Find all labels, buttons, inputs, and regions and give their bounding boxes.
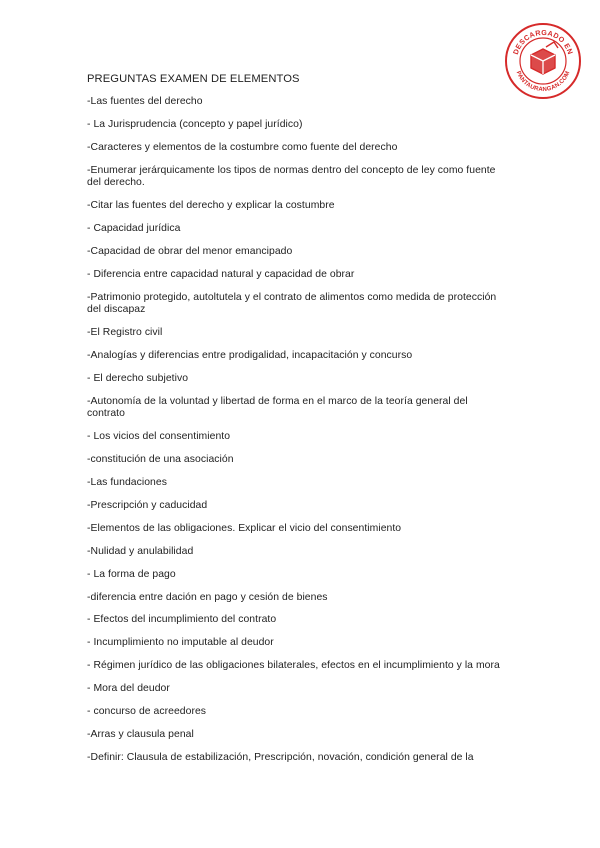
question-item: - La Jurisprudencia (concepto y papel jurídico) <box>87 118 303 130</box>
question-item: - Diferencia entre capacidad natural y capacidad de obrar <box>87 268 355 280</box>
question-item: -Nulidad y anulabilidad <box>87 545 194 557</box>
question-item: -Citar las fuentes del derecho y explicar la costumbre <box>87 200 335 212</box>
question-item: -Prescripción y caducidad <box>87 500 208 512</box>
question-item: -Las fuentes del derecho <box>87 96 203 107</box>
download-stamp-logo <box>504 22 582 100</box>
question-list <box>87 96 507 764</box>
question-item: - Efectos del incumplimiento del contrato <box>87 614 277 626</box>
question-item: -Patrimonio protegido, autoltutela y el contrato de alimentos como medida de protección del discapaz <box>87 291 497 316</box>
document-title: PREGUNTAS EXAMEN DE ELEMENTOS <box>87 73 300 85</box>
question-item: -Capacidad de obrar del menor emancipado <box>87 245 293 257</box>
cube-icon <box>531 42 558 74</box>
question-item: - La forma de pago <box>87 568 176 580</box>
question-item: -Analogías y diferencias entre prodigalidad, incapacitación y concurso <box>87 350 413 362</box>
question-item: -Caracteres y elementos de la costumbre como fuente del derecho <box>87 141 398 153</box>
question-item: - Mora del deudor <box>87 683 170 695</box>
question-item: -Elementos de las obligaciones. Explicar el vicio del consentimiento <box>87 522 402 534</box>
question-item: -Enumerar jerárquicamente los tipos de normas dentro del concepto de ley como fuente del derecho. <box>87 164 496 189</box>
document-body <box>87 73 507 775</box>
question-item: -Arras y clausula penal <box>87 728 194 740</box>
question-item: - Incumplimiento no imputable al deudor <box>87 637 274 649</box>
question-item: -Definir: Clausula de estabilización, Prescripción, novación, condición general de la <box>87 751 474 763</box>
question-item: -constitución de una asociación <box>87 454 234 466</box>
question-item: - Los vicios del consentimiento <box>87 431 231 443</box>
question-item: - El derecho subjetivo <box>87 372 189 384</box>
question-item: -El Registro civil <box>87 327 163 339</box>
question-item: -Las fundaciones <box>87 477 167 489</box>
stamp-top-text: DESCARGADO EN <box>510 27 576 56</box>
question-item: - concurso de acreedores <box>87 706 207 718</box>
question-item: - Capacidad jurídica <box>87 223 181 235</box>
question-item: -Autonomía de la voluntad y libertad de forma en el marco de la teoría general del contrato <box>87 395 468 420</box>
question-item: -diferencia entre dación en pago y cesión de bienes <box>87 591 328 603</box>
question-item: - Régimen jurídico de las obligaciones bilaterales, efectos en el incumplimiento y la mora <box>87 660 500 672</box>
stamp-bottom-text: PANTAURANGAN.COM <box>514 70 572 94</box>
